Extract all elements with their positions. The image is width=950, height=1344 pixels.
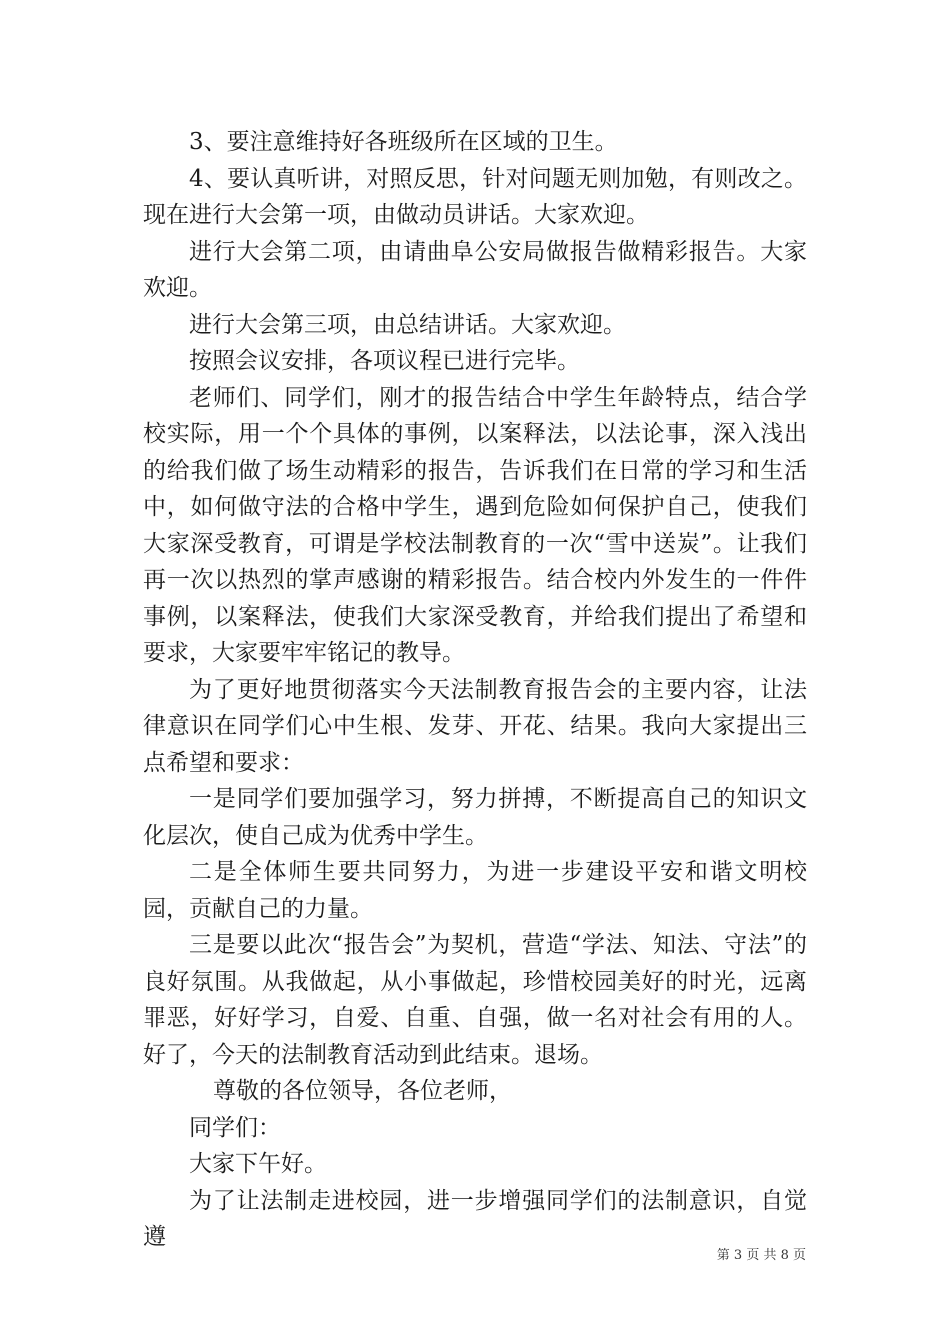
paragraph: 老师们、同学们，刚才的报告结合中学生年龄特点，结合学校实际，用一个个具体的事例，以案释法，以法论事，深入浅出的给我们做了场生动精彩的报告，告诉我们在日常的学习和生活中，如何做守法的合格中学生，遇到危险如何保护自己，使我们大家深受教育，可谓是学校法制教育的一次“雪中送炭”。让我们再一次以热烈的掌声感谢的精彩报告。结合校内外发生的一件件事例，以案释法，使我们大家深受教育，并给我们提出了希望和要求，大家要牢牢铭记的教导。: [143, 384, 807, 666]
paragraph: 按照会议安排，各项议程已进行完毕。: [189, 348, 580, 374]
paragraph: 为了让法制走进校园，进一步增强同学们的法制意识，自觉遵: [143, 1187, 807, 1250]
paragraph: 一是同学们要加强学习，努力拼搏，不断提高自己的知识文化层次，使自己成为优秀中学生。: [143, 786, 807, 849]
paragraph: 进行大会第二项，由请曲阜公安局做报告做精彩报告。大家欢迎。: [143, 238, 807, 301]
paragraph: 4、要认真听讲，对照反思，针对问题无则加勉，有则改之。现在进行大会第一项，由做动员讲话。大家欢迎。: [143, 165, 807, 228]
paragraph: 为了更好地贯彻落实今天法制教育报告会的主要内容，让法律意识在同学们心中生根、发芽、开花、结果。我向大家提出三点希望和要求：: [143, 676, 807, 776]
paragraph: 3、要注意维持好各班级所在区域的卫生。: [189, 129, 618, 155]
document-body: [143, 124, 807, 1256]
page-number: 第 3 页 共 8 页: [716, 1248, 806, 1263]
paragraph: 尊敬的各位领导，各位老师，: [213, 1078, 512, 1104]
paragraph: 二是全体师生要共同努力，为进一步建设平安和谐文明校园，贡献自己的力量。: [143, 859, 807, 922]
paragraph: 大家下午好。: [189, 1151, 327, 1177]
paragraph: 进行大会第三项，由总结讲话。大家欢迎。: [189, 311, 626, 338]
paragraph: 同学们：: [189, 1114, 281, 1141]
paragraph: 三是要以此次“报告会”为契机，营造“学法、知法、守法”的良好氛围。从我做起，从小事做起，珍惜校园美好的时光，远离罪恶，好好学习，自爱、自重、自强，做一名对社会有用的人。好了，今天的法制教育活动到此结束。退场。: [143, 932, 807, 1068]
